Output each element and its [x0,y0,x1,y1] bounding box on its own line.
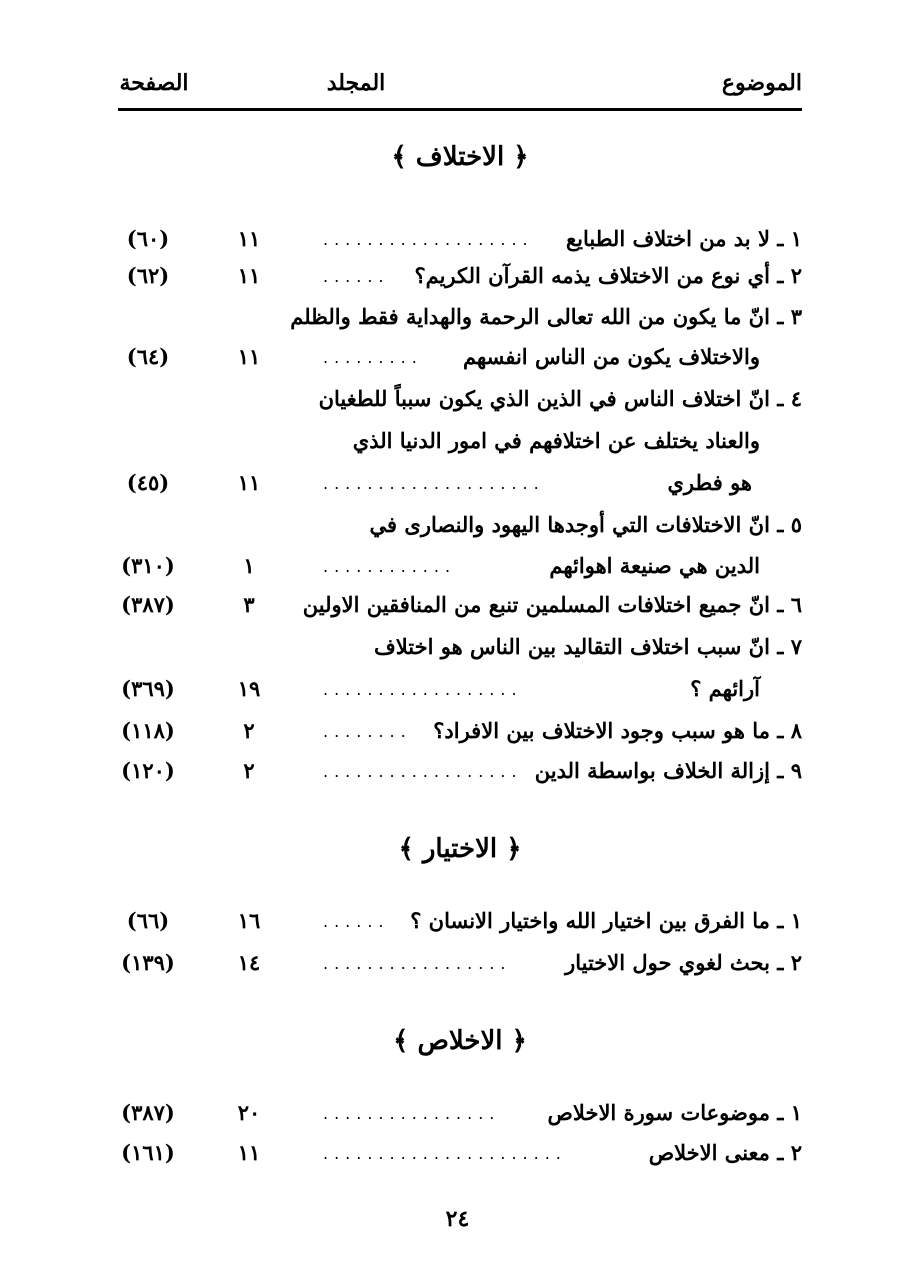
table-row [118,470,802,510]
row-topic: ١ ـ ما الفرق بين اختيار الله واختيار الانسان ؟ [410,908,802,933]
row-topic: ٢ ـ معنى الاخلاص [648,1140,802,1165]
table-row [118,1100,802,1140]
page-number: ٢٤ [445,1206,470,1232]
row-volume: ١٦ [237,908,261,933]
table-row [118,263,802,303]
section-title-ikhtiyar: ﴿ الاختيار ﴾ [398,834,522,864]
section-title-ikhtilaf: ﴿ الاختلاف ﴾ [391,142,529,172]
leader-dots: ............ [323,557,457,576]
row-topic: الدين هي صنيعة اهوائهم [549,553,760,578]
leader-dots: ...... [323,912,390,931]
leader-dots: ...................... [323,1144,567,1163]
table-row [118,592,802,632]
row-page: (٣٨٧) [121,592,175,617]
table-row [118,1140,802,1180]
row-volume: ١٩ [237,676,261,701]
leader-dots: ................ [323,1104,501,1123]
table-row [118,553,802,593]
leader-dots: .................. [323,680,523,699]
table-row [118,304,802,344]
leader-dots: ................. [323,954,512,973]
row-page: (٤٥) [126,470,170,495]
row-page: (٦٢) [126,263,170,288]
row-page: (٦٤) [126,344,170,369]
table-row [118,428,802,468]
leader-dots: ......... [323,348,423,367]
row-volume: ٢ [243,758,255,783]
table-row [118,758,802,798]
header-page: الصفحة [119,70,189,96]
table-row [118,950,802,990]
table-row [118,386,802,426]
leader-dots: .................... [323,474,545,493]
row-volume: ١١ [237,344,261,369]
table-row [118,676,802,716]
row-volume: ١١ [237,263,261,288]
row-topic: ٣ ـ انّ ما يكون من الله تعالى الرحمة والهداية فقط والظلم [290,304,802,329]
header-topic: الموضوع [721,70,802,96]
row-topic: آرائهم ؟ [690,676,760,701]
row-topic: هو فطري [667,470,752,495]
table-row [118,908,802,948]
row-topic: ٤ ـ انّ اختلاف الناس في الذين الذي يكون سبباً للطغيان [318,386,802,411]
row-volume: ١٤ [237,950,261,975]
leader-dots: ...... [323,267,390,286]
row-topic: والعناد يختلف عن اختلافهم في امور الدنيا الذي [352,428,760,453]
row-page: (٣٨٧) [121,1100,175,1125]
table-row [118,634,802,674]
leader-dots: ................... [323,230,534,249]
row-page: (١٦١) [121,1140,175,1165]
row-page: (٣١٠) [121,553,175,578]
table-row [118,344,802,384]
row-topic: ٦ ـ انّ جميع اختلافات المسلمين تنبع من المنافقين الاولين [302,592,802,617]
row-topic: ٢ ـ بحث لغوي حول الاختيار [565,950,802,975]
row-volume: ٢ [243,718,255,743]
row-topic: ١ ـ موضوعات سورة الاخلاص [547,1100,802,1125]
row-topic: ١ ـ لا بد من اختلاف الطبايع [565,226,802,251]
table-row [118,226,802,266]
row-page: (٦٠) [126,226,170,251]
row-topic: ٨ ـ ما هو سبب وجود الاختلاف بين الافراد؟ [433,718,802,743]
row-page: (٣٦٩) [121,676,175,701]
row-page: (٦٦) [126,908,170,933]
table-row [118,718,802,758]
row-topic: ٥ ـ انّ الاختلافات التي أوجدها اليهود والنصارى في [369,512,802,537]
column-header [118,70,802,106]
row-volume: ١ [243,553,255,578]
table-row [118,512,802,552]
row-page: (١٣٩) [121,950,175,975]
header-volume: المجلد [326,70,386,96]
row-topic: ٩ ـ إزالة الخلاف بواسطة الدين [534,758,802,783]
leader-dots: .................. [323,762,523,781]
leader-dots: ........ [323,722,412,741]
row-topic: ٧ ـ انّ سبب اختلاف التقاليد بين الناس هو اختلاف [374,634,802,659]
row-volume: ١١ [237,1140,261,1165]
section-title-ikhlas: ﴿ الاخلاص ﴾ [393,1026,527,1056]
row-volume: ٣ [243,592,255,617]
row-volume: ١١ [237,226,261,251]
row-page: (١١٨) [121,718,175,743]
row-volume: ١١ [237,470,261,495]
row-topic: والاختلاف يكون من الناس انفسهم [462,344,760,369]
row-page: (١٢٠) [121,758,175,783]
row-topic: ٢ ـ أي نوع من الاختلاف يذمه القرآن الكريم؟ [414,263,802,288]
header-divider [118,108,802,111]
row-volume: ٢٠ [237,1100,261,1125]
